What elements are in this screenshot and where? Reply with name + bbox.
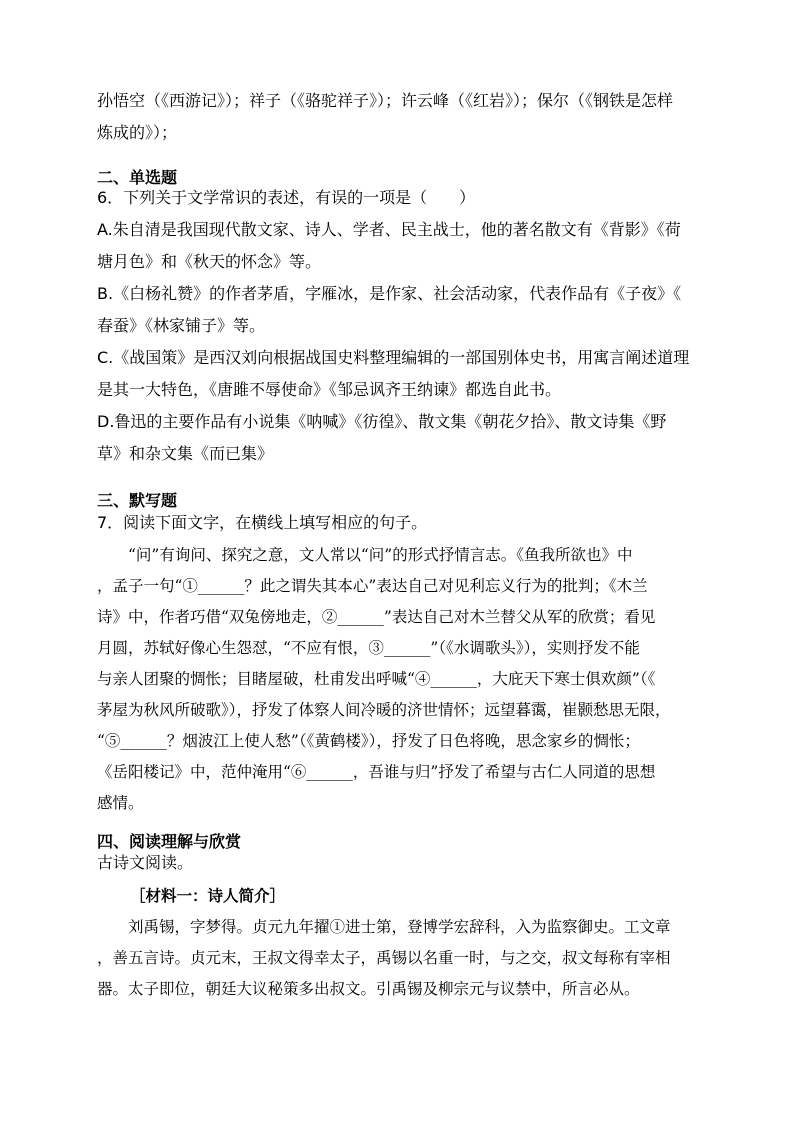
- option-b-line: B.《白杨礼赞》的作者茅盾，字雁冰，是作家、社会活动家，代表作品有《子夜》《: [97, 284, 682, 303]
- passage-line: 感情。: [97, 794, 144, 812]
- text-line: 孙悟空（《西游记》）；祥子（《骆驼祥子》）；许云峰（《红岩》）；保尔（《钢铁是怎样: [97, 91, 674, 110]
- passage-line: 茅屋为秋风所破歌》），抒发了体察人间冷暖的济世情怀；远望暮霭，崔颢愁思无限，: [97, 701, 671, 719]
- material-passage: [97, 912, 705, 1005]
- passage-line: 刘禹锡，字梦得。贞元九年擢①进士第，登博学宏辞科，入为监察御史。工文章: [128, 918, 671, 936]
- passage-line: ，善五言诗。贞元末，王叔文得幸太子，禹锡以名重一时，与之交，叔文每称有宰相: [97, 949, 671, 967]
- passage-line: 诗》中，作者巧借“双兔傍地走，②______”表达自己对木兰替父从军的欣赏；看见: [97, 608, 656, 626]
- material-title: ［材料一：诗人简介］: [130, 886, 286, 905]
- reading-subtitle: 古诗文阅读。: [97, 853, 194, 872]
- option-b-line: 春蚕》《林家铺子》等。: [97, 316, 266, 335]
- passage-line: “⑤______？烟波江上使人愁”（《黄鹤楼》），抒发了日色将晚，思念家乡的惆怅；: [97, 732, 640, 750]
- section-heading-2: 二、单选题: [97, 168, 178, 187]
- passage-line: ，孟子一句“①______？此之谓失其本心”表达自己对见利忘义行为的批判；《木兰: [97, 577, 648, 595]
- passage-line: 月圆，苏轼好像心生怨怼，“不应有恨，③______”（《水调歌头》），实则抒发不能: [97, 639, 640, 657]
- question-6: [97, 182, 702, 470]
- dictation-passage: [97, 540, 705, 819]
- option-d-line: D.鲁迅的主要作品有小说集《呐喊》《彷徨》、散文集《朝花夕拾》、散文诗集《野: [97, 412, 667, 431]
- answer-paragraph: [97, 85, 702, 149]
- passage-line: 器。太子即位，朝廷大议秘策多出叔文。引禹锡及柳宗元与议禁中，所言必从。: [97, 980, 640, 998]
- section-heading-3: 三、默写题: [97, 491, 178, 510]
- question-7: [97, 507, 702, 539]
- passage-line: 与亲人团聚的惆怅；目睹屋破，杜甫发出呼喊“④______，大庇天下寒士俱欢颜”（《: [97, 670, 656, 688]
- option-a-line: A.朱自清是我国现代散文家、诗人、学者、民主战士，他的著名散文有《背影》《荷: [97, 220, 681, 239]
- reading-intro: [97, 847, 702, 879]
- option-a-line: 塘月色》和《秋天的怀念》等。: [97, 252, 322, 271]
- question-stem: 6．下列关于文学常识的表述，有误的一项是（ ）: [97, 188, 476, 207]
- passage-line: 《岳阳楼记》中，范仲淹用“⑥______，吾谁与归”抒发了希望与古仁人同道的思想: [97, 763, 656, 781]
- option-c-line: 是其一大特色，《唐雎不辱使命》《邹忌讽齐王纳谏》都选自此书。: [97, 380, 562, 399]
- option-c-line: C.《战国策》是西汉刘向根据战国史料整理编辑的一部国别体史书，用寓言阐述道理: [97, 348, 690, 367]
- passage-line: “问”有询问、探究之意，文人常以“问”的形式抒情言志。《鱼我所欲也》中: [128, 546, 633, 564]
- option-d-line: 草》和杂文集《而已集》: [97, 444, 274, 463]
- question-stem: 7．阅读下面文字，在横线上填写相应的句子。: [97, 513, 428, 532]
- text-line: 炼成的》）；: [97, 123, 178, 142]
- section-heading-4: 四、阅读理解与欣赏: [97, 832, 242, 851]
